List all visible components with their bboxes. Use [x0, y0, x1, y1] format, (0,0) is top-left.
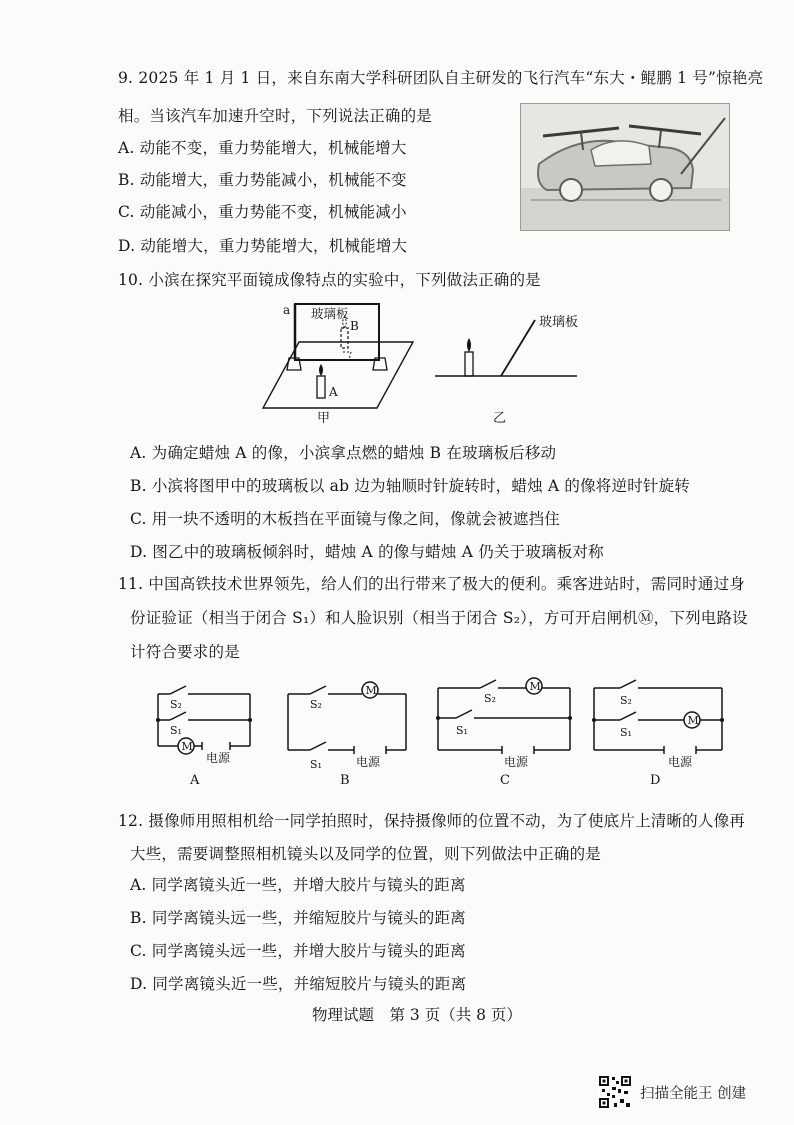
circuit-a — [156, 686, 252, 788]
label-glass-board: 玻璃板 — [311, 306, 349, 321]
q12-option-c: C. 同学离镜头远一些，并增大胶片与镜头的距离 — [130, 942, 466, 960]
qr-code-icon — [598, 1075, 632, 1109]
candle-a-icon — [317, 376, 325, 398]
flying-car-illustration — [521, 104, 729, 230]
caption-jia: 甲 — [317, 411, 331, 426]
power-label-b: 电源 — [356, 755, 381, 769]
s1-label-b: S₁ — [310, 758, 322, 771]
motor-label-a: M — [181, 740, 193, 753]
q11-stem-line3: 计符合要求的是 — [130, 643, 240, 661]
figure-yi — [435, 314, 578, 426]
caption-yi: 乙 — [493, 411, 507, 426]
watermark-text: 扫描全能王 创建 — [640, 1085, 747, 1102]
s1-label-d: S₁ — [620, 726, 632, 739]
q9-option-c: C. 动能减小，重力势能不变，机械能减小 — [118, 203, 407, 221]
motor-label-c: M — [529, 680, 541, 693]
s2-label-d: S₂ — [620, 694, 632, 707]
candle-icon — [465, 352, 473, 376]
q11-stem-line1: 11. 中国高铁技术世界领先，给人们的出行带来了极大的便利。乘客进站时，需同时通过身 — [118, 575, 745, 593]
circuit-b-label: B — [340, 773, 350, 788]
flying-car-photo — [520, 103, 730, 231]
table-plane — [263, 342, 413, 408]
tilted-glass-board — [501, 320, 535, 376]
q10-option-d: D. 图乙中的玻璃板倾斜时，蜡烛 A 的像与蜡烛 A 仍关于玻璃板对称 — [130, 543, 604, 561]
q11-circuits — [150, 674, 770, 794]
power-label-c: 电源 — [504, 755, 529, 769]
q9-option-b: B. 动能增大，重力势能减小，机械能不变 — [118, 171, 407, 189]
label-a: a — [283, 303, 291, 317]
s1-label-c: S₁ — [456, 724, 468, 737]
motor-label-b: M — [365, 684, 377, 697]
motor-label-d: M — [687, 714, 699, 727]
s2-label-a: S₂ — [170, 698, 182, 711]
candle-b-icon — [341, 328, 348, 348]
label-candle-a: A — [329, 385, 338, 399]
circuit-d-label: D — [650, 773, 661, 788]
q12-stem-line2: 大些，需要调整照相机镜头以及同学的位置，则下列做法中正确的是 — [130, 845, 602, 863]
circuit-a-label: A — [190, 773, 200, 788]
q9-stem-line1: 9. 2025 年 1 月 1 日，来自东南大学科研团队自主研发的飞行汽车“东大・鲲鹏 1 号”惊艳亮 — [118, 69, 764, 87]
label-glass-board-2: 玻璃板 — [539, 315, 579, 330]
q10-option-c: C. 用一块不透明的木板挡在平面镜与像之间，像就会被遮挡住 — [130, 510, 560, 528]
scanner-watermark — [598, 1075, 746, 1109]
page-footer: 物理试题 第 3 页（共 8 页） — [312, 1006, 522, 1024]
power-label-d: 电源 — [668, 755, 693, 769]
q12-stem-line1: 12. 摄像师用照相机给一同学拍照时，保持摄像师的位置不动，为了使底片上清晰的人像再 — [118, 812, 745, 830]
q9-option-d: D. 动能增大，重力势能增大，机械能增大 — [118, 237, 408, 255]
q10-option-b: B. 小滨将图甲中的玻璃板以 ab 边为轴顺时针旋转时，蜡烛 A 的像将逆时针旋转 — [130, 477, 691, 495]
s2-label-b: S₂ — [310, 698, 322, 711]
q10-stem: 10. 小滨在探究平面镜成像特点的实验中，下列做法正确的是 — [118, 271, 541, 289]
power-label-a: 电源 — [206, 751, 231, 765]
q11-stem-line2: 份证验证（相当于闭合 S₁）和人脸识别（相当于闭合 S₂），方可开启闸机Ⓜ，下列电路设 — [130, 609, 748, 627]
q12-option-a: A. 同学离镜头近一些，并增大胶片与镜头的距离 — [130, 876, 466, 894]
circuit-c — [436, 678, 572, 788]
q9-option-a: A. 动能不变，重力势能增大，机械能增大 — [118, 139, 407, 157]
q12-option-d: D. 同学离镜头近一些，并缩短胶片与镜头的距离 — [130, 975, 467, 993]
circuit-b — [288, 682, 406, 788]
q10-figures — [255, 300, 595, 430]
figure-jia — [263, 303, 413, 426]
s2-label-c: S₂ — [484, 692, 496, 705]
q12-option-b: B. 同学离镜头远一些，并缩短胶片与镜头的距离 — [130, 909, 466, 927]
q9-stem-line2: 相。当该汽车加速升空时，下列说法正确的是 — [118, 107, 433, 125]
circuit-d — [592, 680, 724, 788]
q10-option-a: A. 为确定蜡烛 A 的像，小滨拿点燃的蜡烛 B 在玻璃板后移动 — [130, 444, 557, 462]
circuit-c-label: C — [500, 773, 510, 788]
s1-label-a: S₁ — [170, 724, 182, 737]
label-candle-b: B — [350, 319, 359, 333]
